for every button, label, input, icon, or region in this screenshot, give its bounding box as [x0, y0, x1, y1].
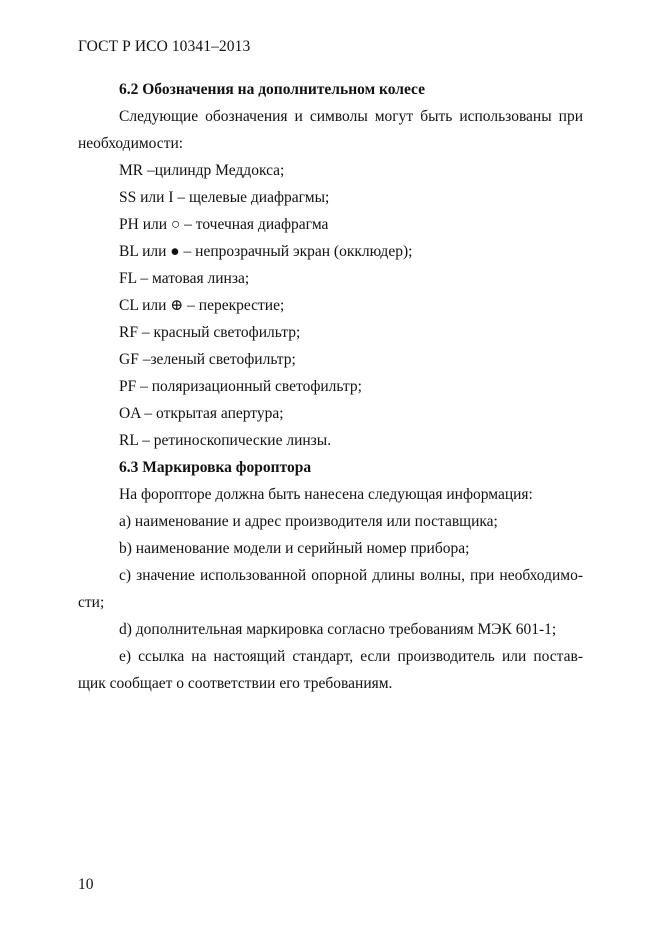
designation-item: GF –зеленый светофильтр; — [119, 351, 296, 368]
section-heading-6-3: 6.3 Маркировка фороптора — [119, 459, 312, 476]
page-number: 10 — [78, 876, 94, 893]
section-6-3-intro: На форопторе должна быть нанесена следующая информация: — [119, 486, 533, 503]
designation-item: RF – красный светофильтр; — [119, 324, 301, 341]
section-6-2-intro: Следующие обозначения и символы могут быть использованы при необходимости: — [78, 108, 583, 152]
marking-item: d) дополнительная маркировка согласно требованиям МЭК 601-1; — [119, 621, 557, 638]
designation-item: SS или I – щелевые диафрагмы; — [119, 189, 330, 206]
document-body — [78, 76, 583, 697]
marking-item: e) ссылка на настоящий стандарт, если производитель или постав-щик сообщает о соответствии его требованиям. — [78, 648, 583, 692]
designation-item: OA – открытая апертура; — [119, 405, 284, 422]
designation-item: RL – ретиноскопические линзы. — [119, 432, 332, 449]
designation-item: BL или ● – непрозрачный экран (окклюдер); — [119, 243, 413, 260]
designation-item: FL – матовая линза; — [119, 270, 250, 287]
designation-item: PH или ○ – точечная диафрагма — [119, 216, 329, 233]
designation-item: PF – поляризационный светофильтр; — [119, 378, 362, 395]
marking-item: b) наименование модели и серийный номер прибора; — [119, 540, 470, 557]
designation-item: CL или ⊕ – перекрестие; — [119, 297, 285, 314]
standard-header: ГОСТ Р ИСО 10341–2013 — [78, 38, 251, 55]
designation-item: MR –цилиндр Меддокса; — [119, 162, 285, 179]
marking-item: a) наименование и адрес производителя или поставщика; — [119, 513, 498, 530]
section-heading-6-2: 6.2 Обозначения на дополнительном колесе — [119, 81, 426, 98]
marking-item: c) значение использованной опорной длины волны, при необходимо-сти; — [78, 567, 583, 611]
